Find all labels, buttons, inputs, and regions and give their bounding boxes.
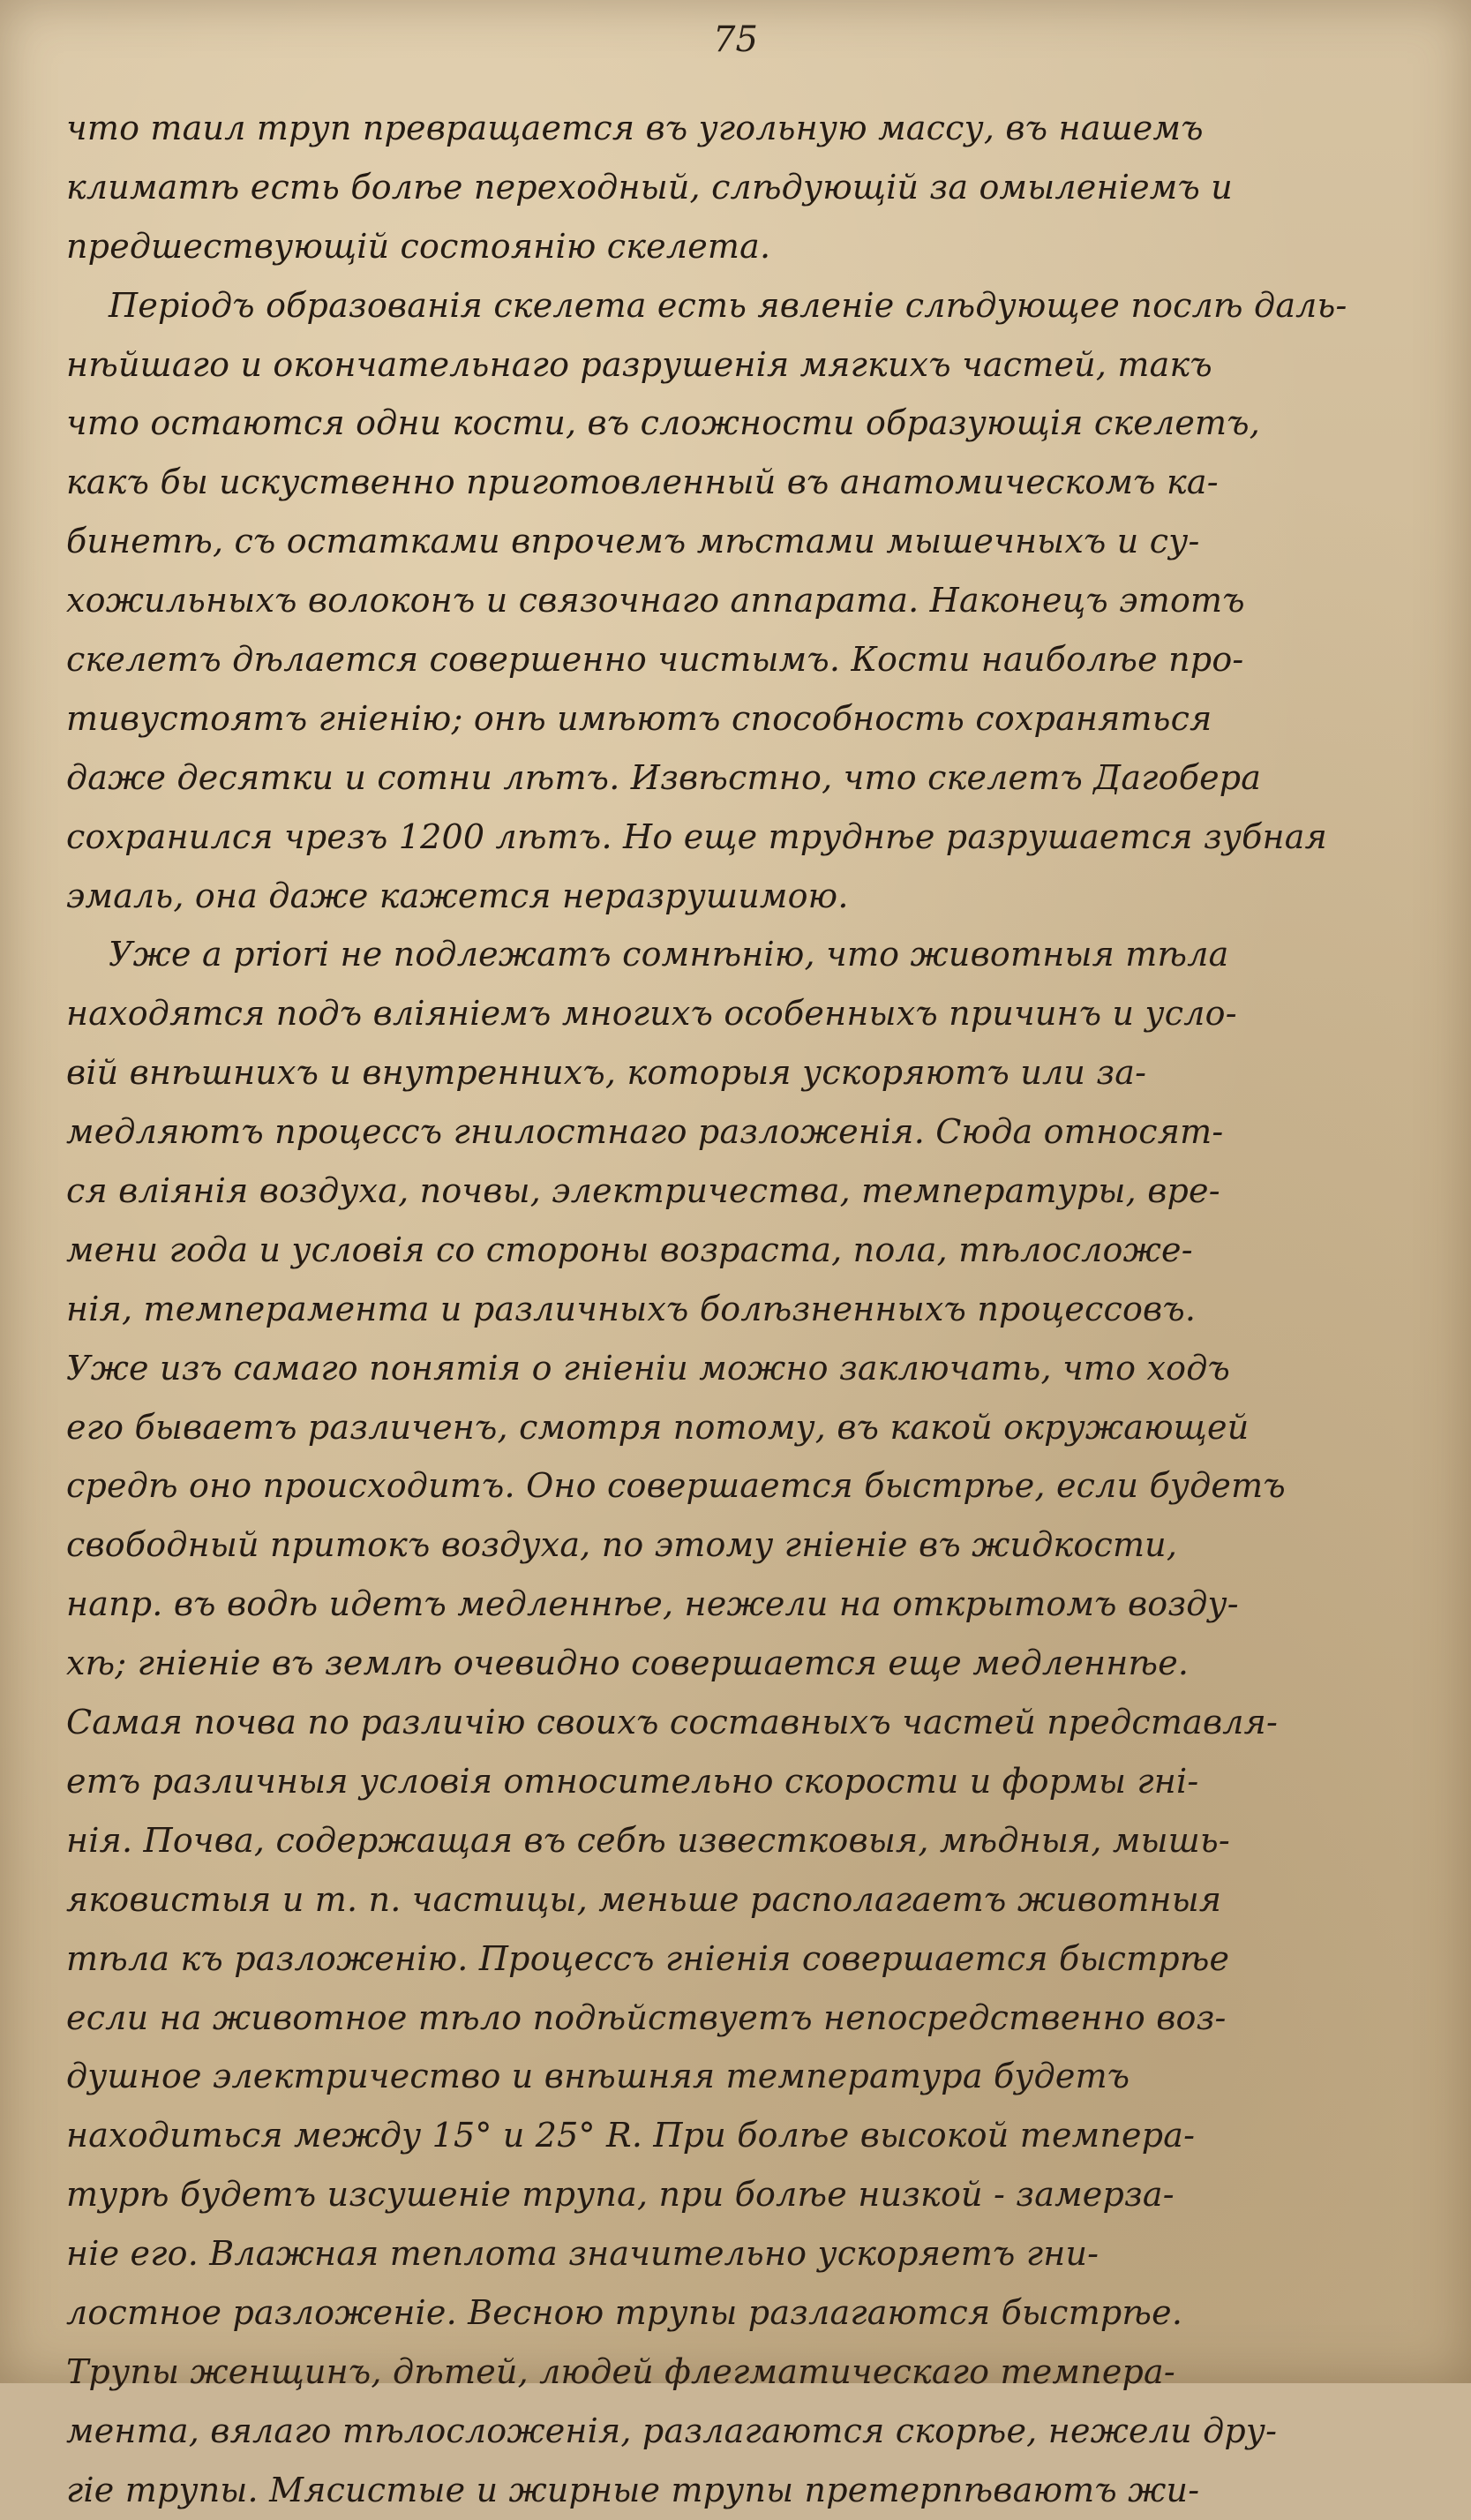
handwritten-text-body — [66, 99, 1425, 2520]
text-line-31: яковистыя и т. п. частицы, меньше располагаетъ животныя — [66, 1879, 1222, 1919]
text-line-11: тивустоятъ гніенію; онѣ имѣютъ способность сохраняться — [66, 698, 1212, 738]
text-line-15: Уже а priori не подлежатъ сомнѣнію, что животныя тѣла — [109, 935, 1229, 974]
text-line-29: етъ различныя условія относительно скорости и формы гні- — [66, 1761, 1199, 1801]
text-line-16: находятся подъ вліяніемъ многихъ особенныхъ причинъ и усло- — [66, 994, 1237, 1034]
text-line-6: что остаются одни кости, въ сложности образующія скелетъ, — [66, 403, 1261, 443]
text-line-10: скелетъ дѣлается совершенно чистымъ. Кости наиболѣе про- — [66, 640, 1244, 680]
text-line-40: мента, вялаго тѣлосложенія, разлагаются скорѣе, нежели дру- — [66, 2411, 1278, 2450]
text-line-24: средѣ оно происходитъ. Оно совершается быстрѣе, если будетъ — [66, 1466, 1286, 1506]
text-line-19: ся вліянія воздуха, почвы, электричества, температуры, вре- — [66, 1171, 1220, 1211]
text-line-41: гіе трупы. Мясистые и жирные трупы претерпѣваютъ жи- — [66, 2470, 1200, 2509]
text-line-17: вій внѣшнихъ и внутреннихъ, которыя ускоряютъ или за- — [66, 1053, 1147, 1093]
text-line-25: свободный притокъ воздуха, по этому гніеніе въ жидкости, — [66, 1525, 1178, 1565]
text-line-37: ніе его. Влажная теплота значительно ускоряетъ гни- — [66, 2234, 1099, 2274]
text-line-12: даже десятки и сотни лѣтъ. Извѣстно, что скелетъ Дагобера — [66, 757, 1262, 797]
text-line-3: предшествующій состоянію скелета. — [66, 226, 771, 266]
text-line-1: что таил труп превращается въ угольную массу, въ нашемъ — [66, 109, 1204, 147]
text-line-4: Періодъ образованія скелета есть явленіе слѣдующее послѣ даль- — [109, 285, 1347, 325]
text-line-8: бинетѣ, съ остатками впрочемъ мѣстами мышечныхъ и су- — [66, 522, 1200, 561]
text-line-9: хожильныхъ волоконъ и связочнаго аппарата. Наконецъ этотъ — [66, 581, 1245, 621]
text-line-18: медляютъ процессъ гнилостнаго разложенія. Сюда относят- — [66, 1112, 1224, 1152]
text-line-32: тѣла къ разложенію. Процессъ гніенія совершается быстрѣе — [66, 1938, 1230, 1978]
text-line-28: Самая почва по различію своихъ составныхъ частей представля- — [66, 1703, 1279, 1742]
text-line-22: Уже изъ самаго понятія о гніеніи можно заключать, что ходъ — [66, 1348, 1231, 1388]
text-line-14: эмаль, она даже кажется неразрушимою. — [66, 876, 849, 915]
text-line-2: климатѣ есть болѣе переходный, слѣдующій за омыленіемъ и — [66, 167, 1233, 207]
text-line-38: лостное разложеніе. Весною трупы разлагаются быстрѣе. — [66, 2292, 1183, 2332]
text-line-5: нѣйшаго и окончательнаго разрушенія мягкихъ частей, такъ — [66, 344, 1212, 384]
text-line-35: находиться между 15° и 25° R. При болѣе высокой темпера- — [66, 2116, 1196, 2155]
text-line-34: душное электричество и внѣшняя температура будетъ — [66, 2057, 1130, 2096]
text-line-27: хѣ; гніеніе въ землѣ очевидно совершается еще медленнѣе. — [66, 1644, 1190, 1683]
text-line-39: Трупы женщинъ, дѣтей, людей флегматическаго темпера- — [66, 2351, 1175, 2391]
text-line-36: турѣ будетъ изсушеніе трупа, при болѣе низкой - замерза- — [66, 2175, 1175, 2215]
text-line-13: сохранился чрезъ 1200 лѣтъ. Но еще труднѣе разрушается зубная — [66, 816, 1327, 856]
page-number: 75 — [713, 19, 758, 60]
text-line-26: напр. въ водѣ идетъ медленнѣе, нежели на открытомъ возду- — [66, 1584, 1239, 1624]
text-line-30: нія. Почва, содержащая въ себѣ известковыя, мѣдныя, мышь- — [66, 1820, 1230, 1860]
text-line-21: нія, темперамента и различныхъ болѣзненныхъ процессовъ. — [66, 1289, 1197, 1328]
text-line-7: какъ бы искуственно приготовленный въ анатомическомъ ка- — [66, 463, 1219, 502]
text-line-33: если на животное тѣло подѣйствуетъ непосредственно воз- — [66, 1997, 1227, 2037]
text-line-23: его бываетъ различенъ, смотря потому, въ какой окружающей — [66, 1407, 1250, 1447]
text-line-20: мени года и условія со стороны возраста, пола, тѣлосложе- — [66, 1230, 1193, 1269]
